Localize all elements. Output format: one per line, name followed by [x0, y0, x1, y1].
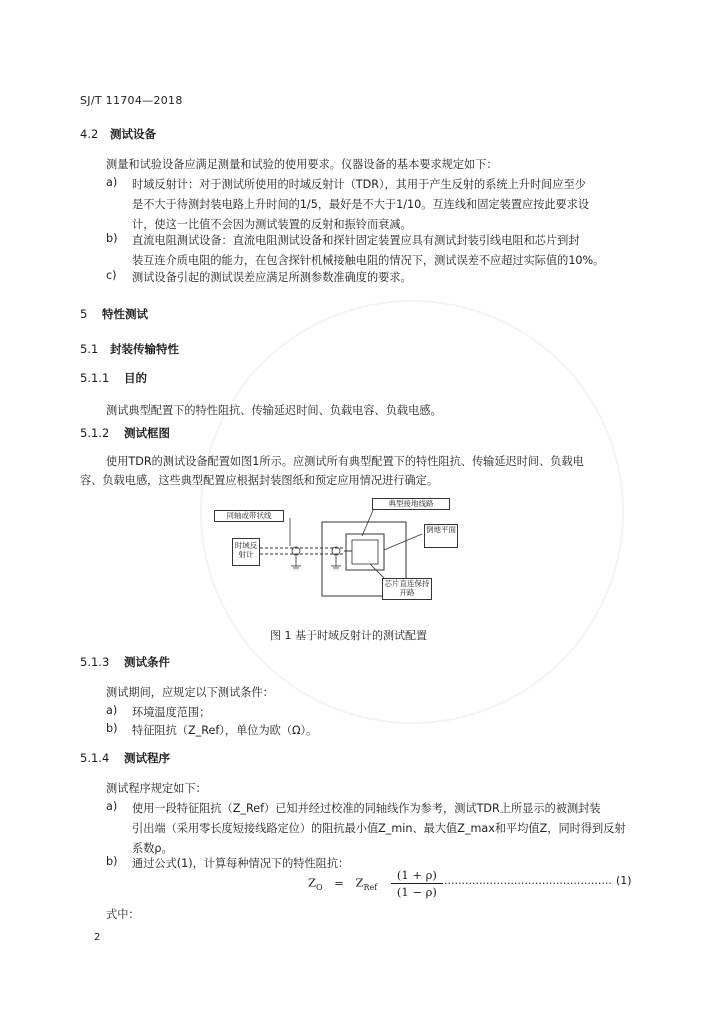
- figure-tdr-setup: [212, 494, 492, 614]
- list-line: 是不大于待测封装电路上升时间的1/5，最好是不大于1/10。互连线和固定装置应按此要求设: [132, 198, 590, 211]
- section-number: 5.1.1: [80, 371, 110, 385]
- formula-lhs: Z: [308, 875, 316, 890]
- formula-z: Z: [355, 875, 364, 890]
- list-text: [132, 800, 626, 856]
- list-marker: b): [106, 722, 118, 735]
- list-line: 直流电阻测试设备：直流电阻测试设备和探针固定装置应具有测试封装引线电阻和芯片到封: [132, 234, 580, 247]
- formula-number: (1): [616, 874, 632, 887]
- formula-equals: =: [334, 875, 344, 890]
- section-number: 5: [80, 307, 88, 321]
- section-number: 5.1.3: [80, 655, 110, 669]
- section-heading-5-1-4: [80, 750, 170, 766]
- list-marker: a): [106, 176, 118, 189]
- page-number: 2: [94, 932, 101, 943]
- paragraph: 测量和试验设备应满足测量和试验的使用要求。仪器设备的基本要求规定如下：: [106, 158, 498, 171]
- where-label: 式中：: [106, 908, 140, 921]
- formula: [308, 868, 443, 899]
- list-text: 环境温度范围；: [132, 706, 211, 719]
- section-heading-5-1-1: [80, 370, 147, 386]
- list-line: 计，使这一比值不会因为测试装置的反射和振铃而衰减。: [132, 218, 412, 231]
- section-heading-5-1: [80, 341, 179, 357]
- paragraph: 测试程序规定如下：: [106, 782, 207, 795]
- section-title: 封装传输特性: [110, 342, 179, 356]
- formula-numerator: (1 + ρ): [391, 868, 443, 884]
- section-number: 5.1.2: [80, 426, 110, 440]
- formula-fraction: [391, 868, 443, 899]
- section-heading-5-1-3: [80, 654, 170, 670]
- section-heading-5: [80, 306, 148, 322]
- document-id: SJ/T 11704—2018: [80, 94, 183, 107]
- paragraph: 测试典型配置下的特性阻抗、传输延迟时间、负载电容、负载电感。: [106, 404, 442, 417]
- formula-denominator: (1 − ρ): [396, 885, 437, 899]
- section-number: 5.1: [80, 342, 99, 356]
- list-marker: a): [106, 800, 118, 813]
- section-title: 特性测试: [102, 307, 148, 321]
- paragraph-line: 使用TDR的测试设备配置如图1所示。应测试所有典型配置下的特性阻抗、传输延迟时间、负载电: [106, 455, 584, 468]
- paragraph-line: 容、负载电感，这些典型配置应根据封装图纸和预定应用情况进行确定。: [80, 474, 439, 487]
- section-heading-5-1-2: [80, 425, 170, 441]
- section-title: 测试框图: [124, 426, 170, 440]
- label-chip-open: 芯片直连保持开路: [382, 578, 432, 600]
- list-line: 测试设备引起的测试误差应满足所测参数准确度的要求。: [132, 271, 412, 284]
- section-heading-4-2: [80, 126, 156, 142]
- list-marker: b): [106, 232, 118, 245]
- section-number: 4.2: [80, 127, 99, 141]
- list-text: 特征阻抗（Z_Ref），单位为欧（Ω）。: [132, 724, 318, 737]
- formula-lhs-sub: O: [316, 882, 323, 892]
- list-line: 引出端（采用零长度短接线路定位）的阻抗最小值Z_min、最大值Z_max和平均值Z，同时得到反射: [132, 822, 626, 835]
- list-text: 通过公式(1)，计算每种情况下的特性阻抗：: [132, 857, 350, 870]
- label-tdr: 时域反射计: [232, 538, 260, 566]
- list-line: 装互连介质电阻的能力，在包含探针机械接触电阻的情况下，测试误差不应超过实际值的10%。: [132, 254, 605, 267]
- section-title: 目的: [124, 371, 147, 385]
- list-marker: c): [106, 269, 117, 282]
- label-ground-plane: 倒地平面: [424, 524, 458, 548]
- formula-leader-dots: ................................................: [444, 874, 612, 887]
- list-line: 使用一段特征阻抗（Z_Ref）已知并经过校准的同轴线作为参考，测试TDR上所显示的被测封装: [132, 802, 601, 815]
- label-coax: 同轴或带状线: [214, 510, 284, 522]
- list-line: 时域反射计：对于测试所使用的时域反射计（TDR），其用于产生反射的系统上升时间应至少: [132, 178, 586, 191]
- section-number: 5.1.4: [80, 751, 110, 765]
- section-title: 测试程序: [124, 751, 170, 765]
- list-marker: a): [106, 704, 118, 717]
- section-title: 测试条件: [124, 655, 170, 669]
- list-line: 系数ρ。: [132, 842, 173, 855]
- formula-z-sub: Ref: [363, 882, 378, 892]
- section-title: 测试设备: [110, 127, 156, 141]
- paragraph: 测试期间，应规定以下测试条件：: [106, 686, 274, 699]
- list-marker: b): [106, 855, 118, 868]
- list-text: [132, 176, 589, 232]
- list-text: [132, 232, 604, 268]
- figure-caption: 图 1 基于时域反射计的测试配置: [270, 629, 427, 642]
- label-package-line: 典型接地线路: [372, 498, 450, 510]
